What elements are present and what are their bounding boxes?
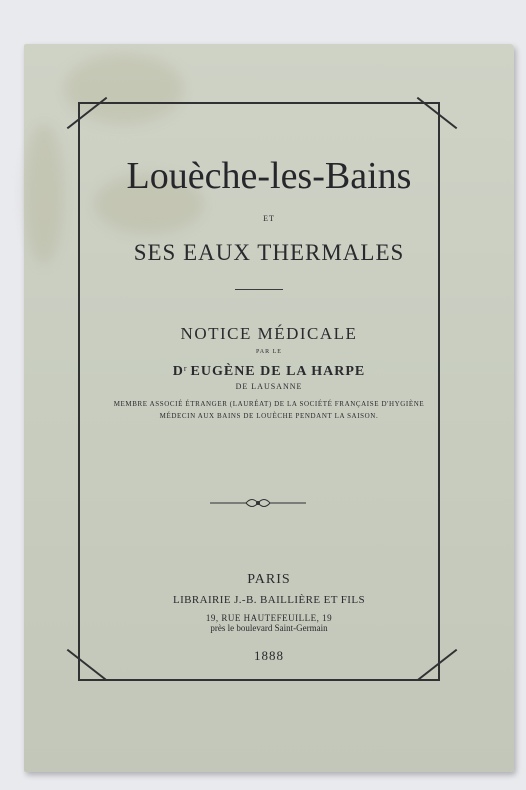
publisher-address-line-2: près le boulevard Saint-Germain	[210, 623, 328, 633]
title-rule	[235, 289, 283, 290]
publication-year: 1888	[254, 648, 284, 663]
pamphlet-cover	[24, 44, 514, 772]
publisher: LIBRAIRIE J.-B. BAILLIÈRE ET FILS	[172, 594, 366, 606]
notice-heading: NOTICE MÉDICALE	[180, 324, 358, 343]
author-name-text: EUGÈNE DE LA HARPE	[190, 364, 366, 379]
publisher-address-line-1: 19, RUE HAUTEFEUILLE, 19	[205, 613, 333, 623]
publication-city: PARIS	[247, 572, 291, 587]
author-city: DE LAUSANNE	[235, 382, 303, 391]
author-name	[24, 364, 514, 380]
author-prefix: D	[172, 364, 184, 379]
cover-title: Louèche-les-Bains	[126, 155, 412, 197]
author-prefix-superscript: r	[183, 364, 188, 373]
decorative-ornament	[210, 496, 306, 510]
cover-subtitle: SES EAUX THERMALES	[133, 240, 405, 265]
by-line: PAR LE	[256, 349, 282, 355]
affiliation-line-1: MEMBRE ASSOCIÉ ÉTRANGER (LAURÉAT) DE LA SOCIÉTÉ FRANÇAISE D'HYGIÈNE	[113, 400, 425, 408]
conjunction: ET	[263, 214, 275, 223]
affiliation-line-2: MÉDECIN AUX BAINS DE LOUÈCHE PENDANT LA SAISON.	[159, 412, 379, 420]
